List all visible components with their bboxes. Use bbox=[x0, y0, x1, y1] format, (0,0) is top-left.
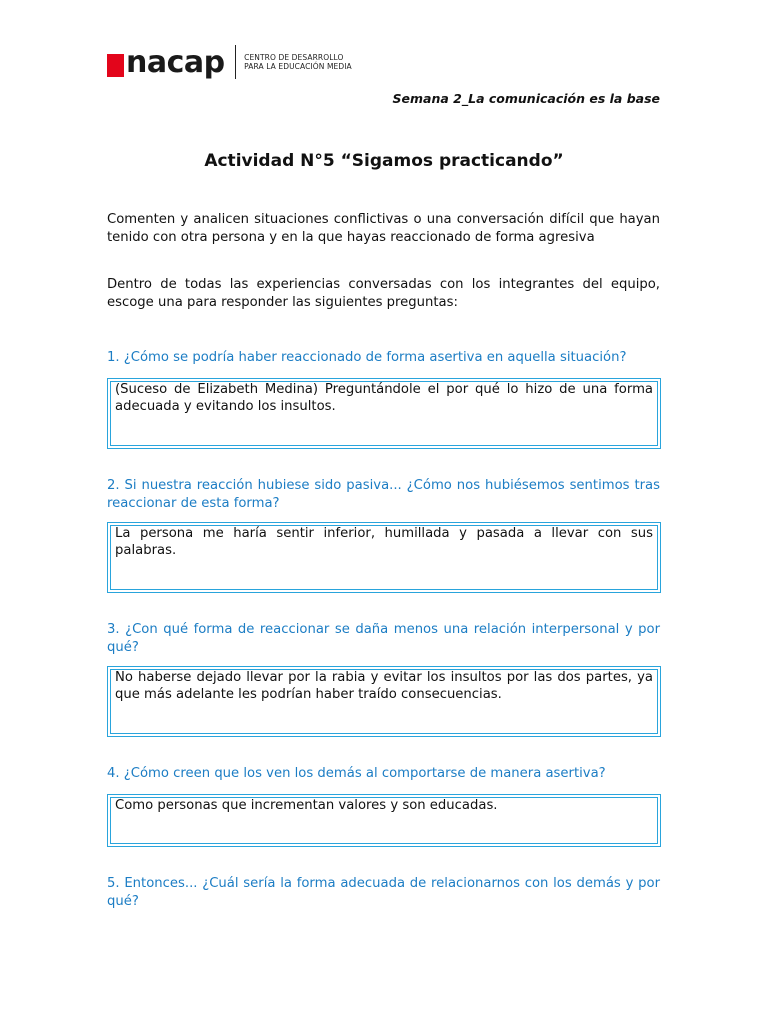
intro-paragraph-1: Comenten y analicen situaciones conflictivas o una conversación difícil que hayan tenido con otra persona y en la que hayas reaccionado de forma agresiva bbox=[107, 212, 660, 245]
answer-text-2: La persona me haría sentir inferior, humillada y pasada a llevar con sus palabras. bbox=[115, 526, 653, 558]
answer-box-3[interactable] bbox=[107, 666, 661, 737]
page-title: Actividad N°5 “Sigamos practicando” bbox=[204, 151, 564, 171]
question-2: 2. Si nuestra reacción hubiese sido pasiva... ¿Cómo nos hubiésemos sentimos tras reaccionar de esta forma? bbox=[107, 478, 660, 511]
week-header: Semana 2_La comunicación es la base bbox=[392, 91, 660, 106]
logo-subtitle-line-2: PARA LA EDUCACIÓN MEDIA bbox=[244, 62, 352, 71]
logo-word: nacap bbox=[126, 45, 225, 80]
question-1: 1. ¿Cómo se podría haber reaccionado de forma asertiva en aquella situación? bbox=[107, 350, 627, 365]
answer-box-2[interactable] bbox=[107, 522, 661, 593]
inacap-logo bbox=[107, 44, 352, 80]
intro-paragraph-2: Dentro de todas las experiencias conversadas con los integrantes del equipo, escoge una para responder las siguientes preguntas: bbox=[107, 277, 660, 310]
answer-text-4: Como personas que incrementan valores y son educadas. bbox=[115, 798, 498, 813]
logo-subtitle bbox=[244, 53, 352, 71]
question-3: 3. ¿Con qué forma de reaccionar se daña menos una relación interpersonal y por qué? bbox=[107, 622, 660, 655]
answer-box-1[interactable] bbox=[107, 378, 661, 449]
answer-box-4[interactable] bbox=[107, 794, 661, 847]
logo-divider bbox=[235, 45, 237, 79]
answer-text-1: (Suceso de Elizabeth Medina) Preguntándole el por qué lo hizo de una forma adecuada y evitando los insultos. bbox=[115, 382, 653, 414]
question-5: 5. Entonces... ¿Cuál sería la forma adecuada de relacionarnos con los demás y por qué? bbox=[107, 876, 660, 909]
question-4: 4. ¿Cómo creen que los ven los demás al comportarse de manera asertiva? bbox=[107, 766, 606, 781]
logo-subtitle-line-1: CENTRO DE DESARROLLO bbox=[244, 53, 344, 62]
inacap-logo-mark bbox=[107, 46, 124, 78]
answer-text-3: No haberse dejado llevar por la rabia y evitar los insultos por las dos partes, ya que más adelante les podrían haber traído consecuencias. bbox=[115, 670, 653, 702]
